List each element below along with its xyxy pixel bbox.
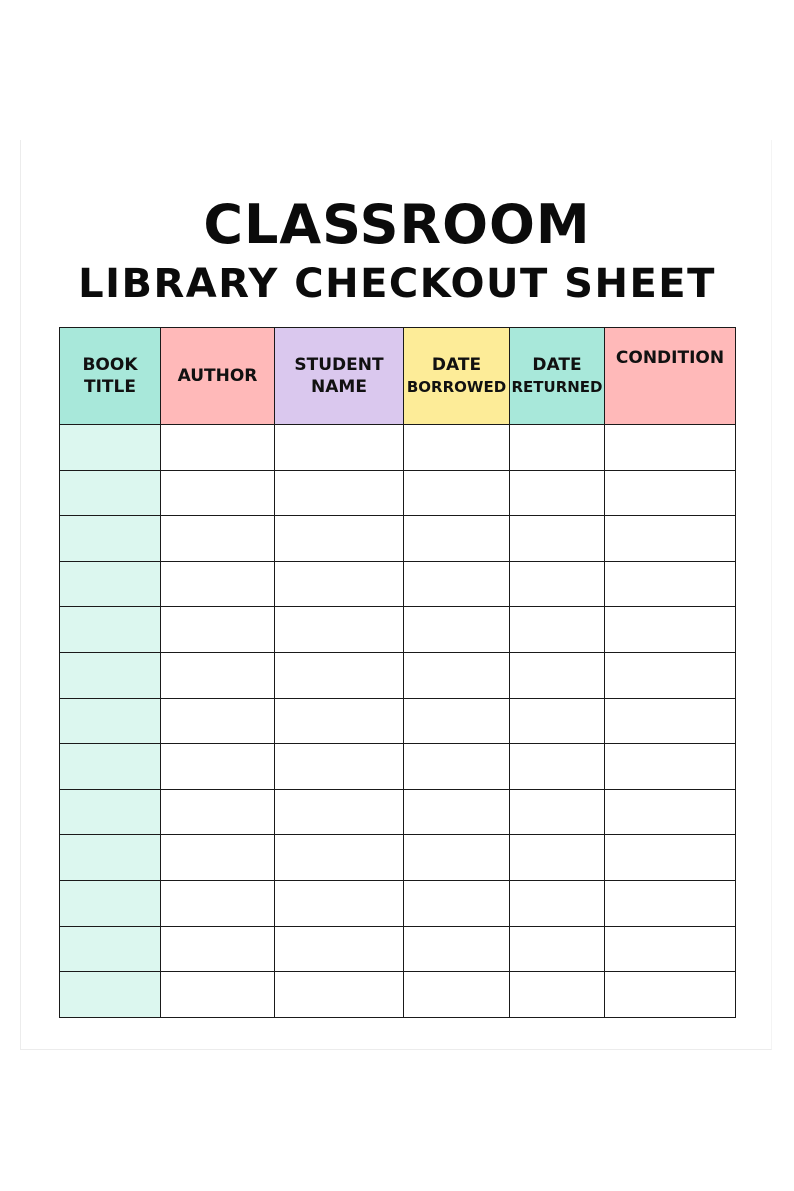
- cell-date-borrowed: [404, 744, 510, 790]
- cell-condition: [605, 744, 736, 790]
- cell-author: [161, 926, 275, 972]
- cell-book-title: [60, 607, 161, 653]
- title-line-2: LIBRARY CHECKOUT SHEET: [78, 261, 716, 307]
- cell-student-name: [275, 698, 404, 744]
- cell-date-returned: [510, 607, 605, 653]
- header-row: [60, 328, 736, 425]
- cell-date-returned: [510, 744, 605, 790]
- cell-author: [161, 789, 275, 835]
- header-date-returned: [510, 328, 605, 425]
- title-line-1: CLASSROOM: [203, 193, 591, 256]
- cell-author: [161, 652, 275, 698]
- cell-student-name: [275, 835, 404, 881]
- cell-date-borrowed: [404, 698, 510, 744]
- cell-author: [161, 835, 275, 881]
- cell-date-borrowed: [404, 607, 510, 653]
- cell-student-name: [275, 516, 404, 562]
- cell-condition: [605, 698, 736, 744]
- cell-student-name: [275, 425, 404, 471]
- cell-date-borrowed: [404, 972, 510, 1018]
- cell-date-returned: [510, 926, 605, 972]
- cell-student-name: [275, 744, 404, 790]
- cell-book-title: [60, 835, 161, 881]
- cell-condition: [605, 470, 736, 516]
- cell-student-name: [275, 880, 404, 926]
- table-row: [60, 880, 736, 926]
- cell-date-returned: [510, 698, 605, 744]
- cell-date-returned: [510, 516, 605, 562]
- header-book-title-line2: TITLE: [84, 377, 136, 397]
- cell-book-title: [60, 744, 161, 790]
- cell-book-title: [60, 470, 161, 516]
- cell-condition: [605, 561, 736, 607]
- cell-author: [161, 744, 275, 790]
- cell-condition: [605, 652, 736, 698]
- cell-date-borrowed: [404, 652, 510, 698]
- cell-author: [161, 425, 275, 471]
- cell-student-name: [275, 926, 404, 972]
- cell-condition: [605, 880, 736, 926]
- cell-date-returned: [510, 789, 605, 835]
- cell-condition: [605, 516, 736, 562]
- cell-condition: [605, 835, 736, 881]
- cell-book-title: [60, 652, 161, 698]
- cell-author: [161, 607, 275, 653]
- cell-student-name: [275, 972, 404, 1018]
- table-row: [60, 972, 736, 1018]
- checkout-table: [59, 327, 736, 1018]
- table-row: [60, 425, 736, 471]
- header-book-title: [60, 328, 161, 425]
- cell-author: [161, 972, 275, 1018]
- header-student-name-line2: NAME: [311, 377, 367, 397]
- table-row: [60, 744, 736, 790]
- header-book-title-line1: BOOK: [82, 355, 138, 375]
- cell-date-returned: [510, 425, 605, 471]
- table-row: [60, 698, 736, 744]
- header-author-line1: AUTHOR: [177, 366, 258, 386]
- cell-student-name: [275, 561, 404, 607]
- cell-student-name: [275, 652, 404, 698]
- cell-book-title: [60, 972, 161, 1018]
- header-student-name: [275, 328, 404, 425]
- cell-date-borrowed: [404, 470, 510, 516]
- header-date-borrowed-line1: DATE: [431, 355, 482, 375]
- cell-book-title: [60, 789, 161, 835]
- table-row: [60, 607, 736, 653]
- cell-book-title: [60, 561, 161, 607]
- header-student-name-line1: STUDENT: [294, 355, 384, 375]
- cell-student-name: [275, 470, 404, 516]
- cell-date-returned: [510, 652, 605, 698]
- cell-book-title: [60, 516, 161, 562]
- cell-date-borrowed: [404, 835, 510, 881]
- cell-student-name: [275, 789, 404, 835]
- cell-date-returned: [510, 561, 605, 607]
- cell-condition: [605, 425, 736, 471]
- cell-author: [161, 698, 275, 744]
- cell-date-borrowed: [404, 926, 510, 972]
- cell-date-borrowed: [404, 561, 510, 607]
- table-row: [60, 652, 736, 698]
- cell-author: [161, 470, 275, 516]
- cell-author: [161, 516, 275, 562]
- cell-author: [161, 880, 275, 926]
- cell-date-borrowed: [404, 789, 510, 835]
- cell-date-borrowed: [404, 880, 510, 926]
- cell-condition: [605, 972, 736, 1018]
- header-author: [161, 328, 275, 425]
- cell-date-returned: [510, 972, 605, 1018]
- cell-author: [161, 561, 275, 607]
- header-date-returned-line2: RETURNED: [511, 378, 603, 396]
- cell-book-title: [60, 926, 161, 972]
- header-condition: [605, 328, 736, 425]
- header-date-borrowed-line2: BORROWED: [406, 378, 507, 396]
- cell-condition: [605, 607, 736, 653]
- header-condition-line1: CONDITION: [615, 348, 725, 368]
- cell-condition: [605, 789, 736, 835]
- table-row: [60, 561, 736, 607]
- table-row: [60, 470, 736, 516]
- cell-book-title: [60, 698, 161, 744]
- cell-date-returned: [510, 470, 605, 516]
- cell-book-title: [60, 880, 161, 926]
- cell-date-returned: [510, 880, 605, 926]
- table-row: [60, 789, 736, 835]
- cell-student-name: [275, 607, 404, 653]
- header-date-returned-line1: DATE: [532, 355, 582, 375]
- table-row: [60, 926, 736, 972]
- cell-date-borrowed: [404, 425, 510, 471]
- header-date-borrowed: [404, 328, 510, 425]
- table-row: [60, 516, 736, 562]
- cell-condition: [605, 926, 736, 972]
- table-row: [60, 835, 736, 881]
- cell-date-borrowed: [404, 516, 510, 562]
- cell-book-title: [60, 425, 161, 471]
- cell-date-returned: [510, 835, 605, 881]
